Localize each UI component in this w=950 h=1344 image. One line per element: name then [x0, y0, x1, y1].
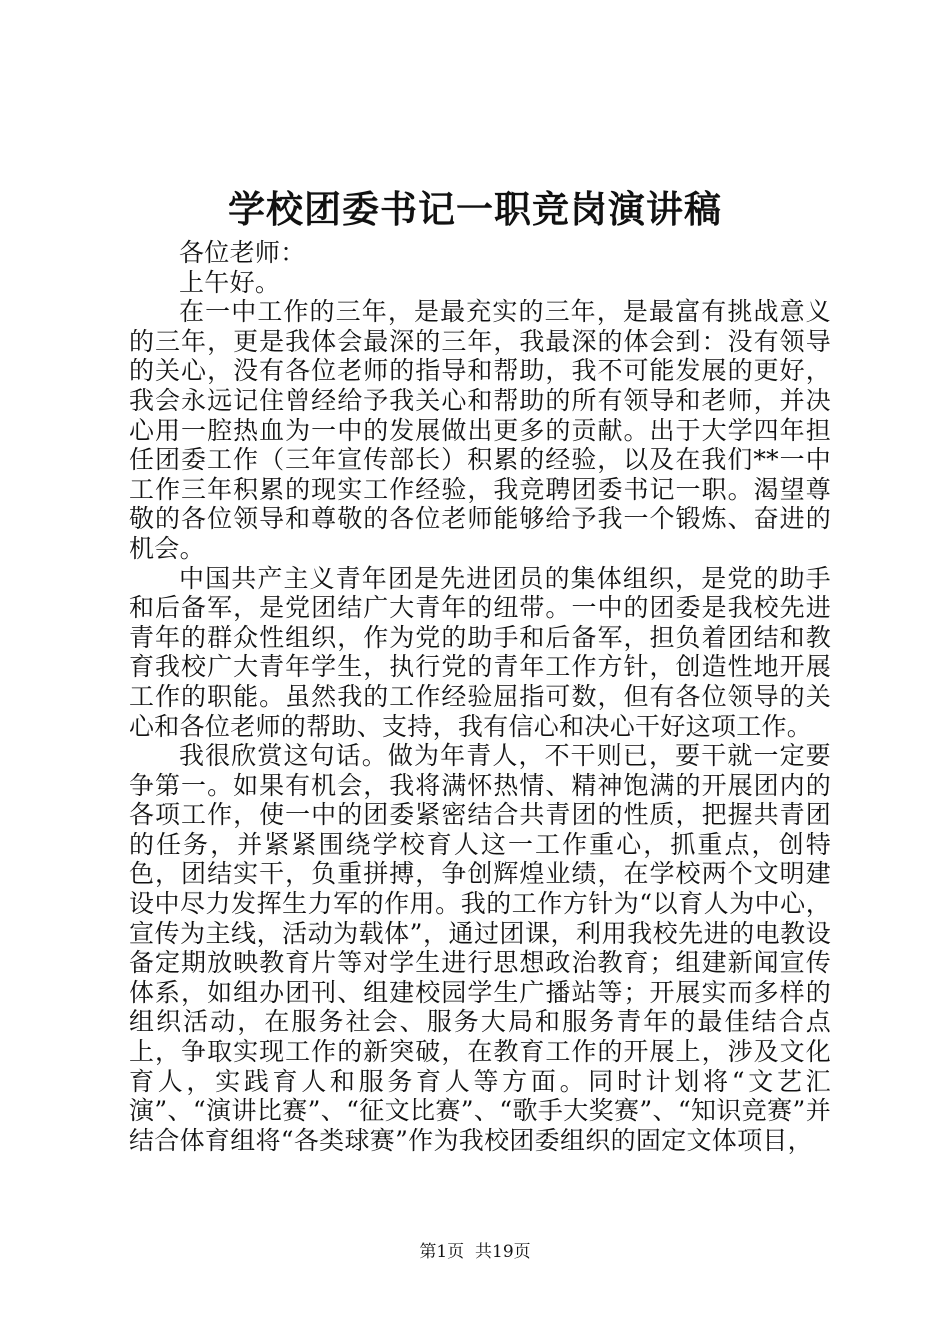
- document-title: 学校团委书记一职竞岗演讲稿: [228, 187, 722, 231]
- page-total: 共19页: [475, 1242, 531, 1262]
- document-body: [129, 238, 831, 1155]
- paragraph-intro: 在一中工作的三年，是最充实的三年，是最富有挑战意义的三年，更是我体会最深的三年，我最深的体会到：没有领导的关心，没有各位老师的指导和帮助，我不可能发展的更好，我会永远记住曾经给予我关心和帮助的所有领导和老师，并决心用一腔热血为一中的发展做出更多的贡献。出于大学四年担任团委工作（三年宣传部长）积累的经验，以及在我们**一中工作三年积累的现实工作经验，我竞聘团委书记一职。渴望尊敬的各位领导和尊敬的各位老师能够给予我一个锻炼、奋进的机会。: [129, 297, 831, 563]
- greeting: 上午好。: [179, 267, 281, 297]
- paragraph-work-plan: 我很欣赏这句话。做为年青人，不干则已，要干就一定要争第一。如果有机会，我将满怀热情、精神饱满的开展团内的各项工作，使一中的团委紧密结合共青团的性质，把握共青团的任务，并紧紧围绕学校育人这一工作重心，抓重点，创特色，团结实干，负重拼搏，争创辉煌业绩，在学校两个文明建设中尽力发挥生力军的作用。我的工作方针为“以育人为中心，宣传为主线，活动为载体”，通过团课，利用我校先进的电教设备定期放映教育片等对学生进行思想政治教育；组建新闻宣传体系，如组办团刊、组建校园学生广播站等；开展实而多样的组织活动，在服务社会、服务大局和服务青年的最佳结合点上，争取实现工作的新突破，在教育工作的开展上，涉及文化育人，实践育人和服务育人等方面。同时计划将“文艺汇演”、“演讲比赛”、“征文比赛”、“歌手大奖赛”、“知识竞赛”并结合体育组将“各类球赛”作为我校团委组织的固定文体项目，: [129, 741, 831, 1155]
- footer-separator: [464, 1242, 475, 1262]
- page-number: 第1页: [419, 1242, 465, 1262]
- page-footer: [0, 1240, 950, 1264]
- salutation: 各位老师：: [179, 238, 306, 267]
- paragraph-league-role: 中国共产主义青年团是先进团员的集体组织，是党的助手和后备军，是党团结广大青年的纽带。一中的团委是我校先进青年的群众性组织，作为党的助手和后备军，担负着团结和教育我校广大青年学生，执行党的青年工作方针，创造性地开展工作的职能。虽然我的工作经验屈指可数，但有各位领导的关心和各位老师的帮助、支持，我有信心和决心干好这项工作。: [129, 563, 831, 741]
